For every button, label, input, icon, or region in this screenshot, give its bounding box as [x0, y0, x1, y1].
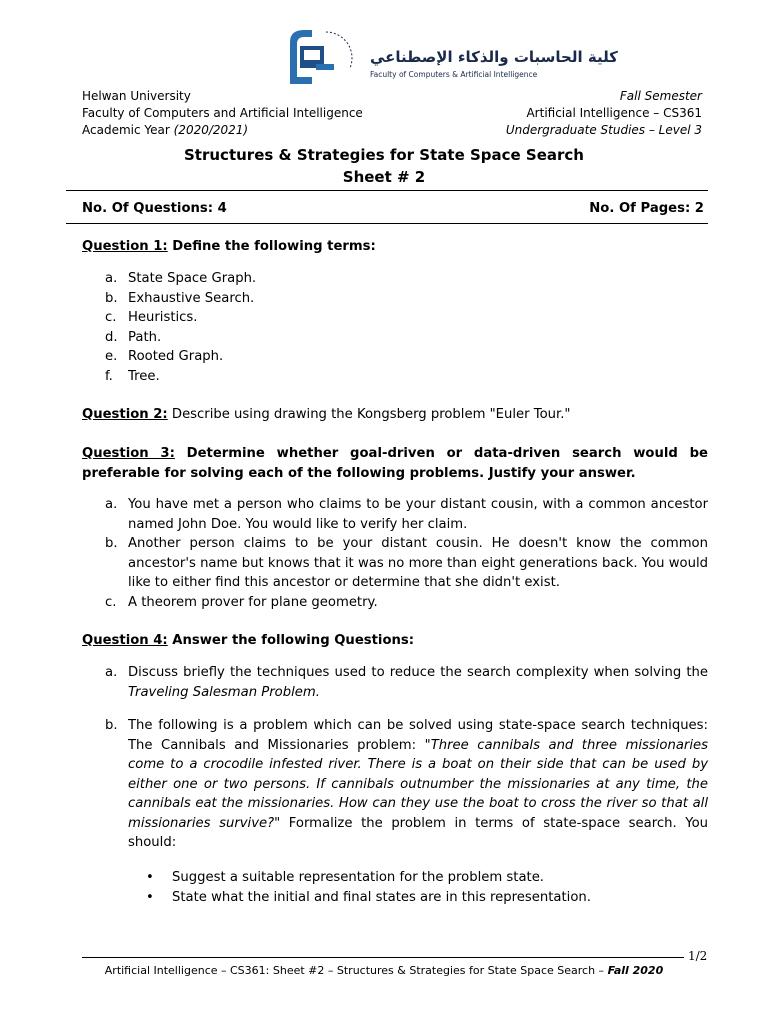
semester: Fall Semester	[619, 89, 702, 103]
header-right	[506, 88, 702, 139]
faculty-logo	[286, 24, 716, 90]
university-name: Helwan University	[82, 89, 191, 103]
question-4: Question 4: Answer the following Questions:	[82, 633, 415, 648]
question-1-label: Question 1:	[82, 239, 168, 254]
list-item: f. Tree.	[105, 368, 160, 384]
list-item: d. Path.	[105, 329, 162, 345]
footer-divider	[82, 957, 684, 958]
meta-divider	[66, 223, 708, 224]
academic-year: Academic Year (2020/2021)	[82, 123, 249, 137]
question-4a: a. Discuss briefly the techniques used to reduce the search complexity when solving the Traveling Salesman Problem.	[105, 665, 708, 700]
question-1: Question 1: Define the following terms:	[82, 239, 376, 254]
document-title: Structures & Strategies for State Space Search	[184, 146, 584, 164]
logo-english-text: Faculty of Computers & Artificial Intelligence	[370, 70, 538, 79]
list-item: a. You have met a person who claims to be your distant cousin, with a common ancestor named John Doe. You would like to verify her claim.	[105, 497, 708, 532]
list-item: • State what the initial and final states are in this representation.	[108, 888, 708, 908]
faculty-name: Faculty of Computers and Artificial Intelligence	[82, 106, 363, 120]
course-name: Artificial Intelligence – CS361	[526, 106, 702, 120]
list-item: b. Exhaustive Search.	[105, 290, 255, 306]
list-item: c. A theorem prover for plane geometry.	[105, 594, 378, 610]
header-left	[82, 88, 363, 139]
logo-arabic-text: كلية الحاسبات والذكاء الإصطناعي	[370, 48, 618, 66]
question-2-label: Question 2:	[82, 407, 168, 422]
level: Undergraduate Studies – Level 3	[505, 123, 702, 137]
question-count: No. Of Questions: 4	[82, 201, 227, 216]
list-item: e. Rooted Graph.	[105, 349, 224, 364]
question-4b: b. The following is a problem which can be solved using state-space search techniques: The Cannibals and Missionaries problem: "Three cannibals and three missionaries come to a crocodile infested river. There is a boat on their side that can be used by either one or two persons. If cannibals outnumber the missionaries at any time, the cannibals eat the missionaries. How can they use the boat to cross the river so that all missionaries survive?" Formalize the problem in terms of state-space search. You should:	[105, 718, 708, 850]
list-item: b. Another person claims to be your distant cousin. He doesn't know the common ancestor's name but knows that it was no more than eight generations back. You would like to either find this ancestor or determine that she didn't exist.	[105, 536, 708, 590]
faculty-emblem-icon	[286, 24, 366, 90]
question-3: Question 3: Determine whether goal-driven or data-driven search would be preferable for solving each of the following problems. Justify your answer.	[82, 446, 708, 481]
title-divider	[66, 190, 708, 191]
list-item: c. Heuristics.	[105, 310, 198, 325]
page-number: 1/2	[688, 949, 708, 963]
bullet-list	[108, 868, 708, 907]
question-1-list	[82, 269, 708, 386]
list-item: • Suggest a suitable representation for the problem state.	[108, 868, 708, 888]
footer-text: Artificial Intelligence – CS361: Sheet #2 – Structures & Strategies for State Space Search – Fall 2020	[104, 964, 664, 977]
bullet-icon: •	[146, 870, 154, 885]
question-3-list	[82, 495, 708, 612]
question-2: Question 2: Describe using drawing the Kongsberg problem "Euler Tour."	[82, 407, 571, 422]
question-4-label: Question 4:	[82, 633, 168, 648]
sheet-number: Sheet # 2	[342, 168, 426, 186]
question-3-label: Question 3:	[82, 446, 175, 461]
bullet-icon: •	[146, 889, 154, 905]
list-item: a. State Space Graph.	[105, 271, 257, 286]
page-count: No. Of Pages: 2	[589, 201, 704, 216]
